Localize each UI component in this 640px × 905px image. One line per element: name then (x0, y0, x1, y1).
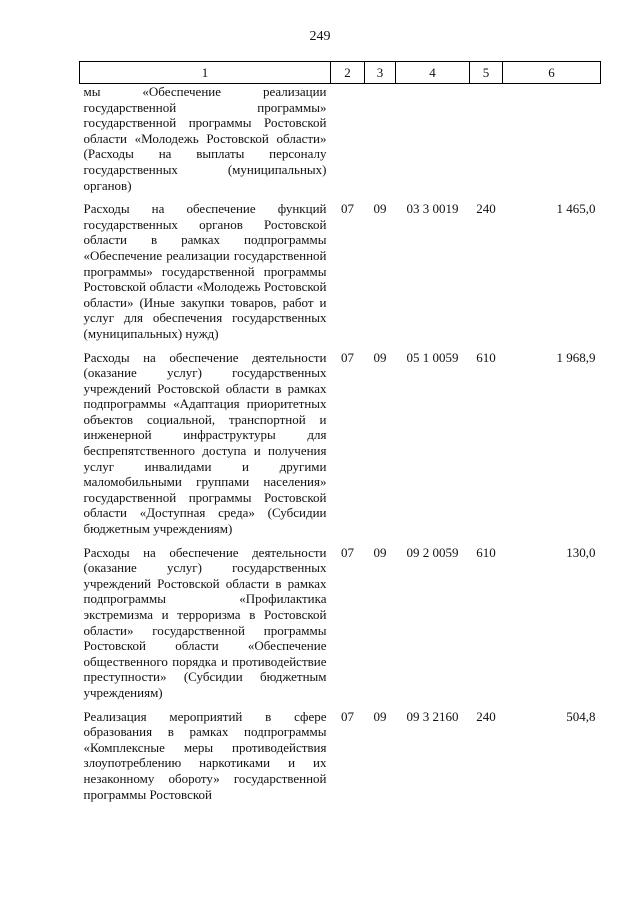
row-amount: 504,8 (566, 708, 596, 724)
table-row (80, 709, 601, 811)
row-amount: 1 968,9 (556, 349, 596, 365)
table-row (80, 201, 601, 349)
row-target-article (396, 84, 470, 202)
column-header-4: 4 (396, 62, 470, 84)
row-expense-type (470, 84, 503, 202)
column-header-6: 6 (503, 62, 601, 84)
column-header-1: 1 (80, 62, 331, 84)
page-number: 249 (309, 29, 331, 44)
row-amount: 1 465,0 (556, 201, 596, 217)
row-target-article: 09 2 0059 (406, 544, 459, 560)
row-subsection: 09 (373, 201, 387, 217)
table-row (80, 350, 601, 545)
row-amount (503, 84, 601, 202)
table-row (80, 545, 601, 709)
row-section: 07 (341, 349, 354, 365)
budget-table (79, 61, 601, 810)
column-header-2: 2 (331, 62, 365, 84)
row-subsection: 09 (373, 544, 387, 560)
row-description: Расходы на обеспечение функций государственных органов Ростовской области в рамках подпрограммы «Обеспечение реализации государственной программы» государственной программы Ростовской области «Молодежь Ростовской области» (Иные закупки товаров, работ и услуг для обеспечения государственных (муниципальных) нужд) (83, 201, 327, 341)
row-section: 07 (341, 544, 354, 560)
row-expense-type: 610 (476, 544, 496, 560)
row-expense-type: 240 (476, 708, 496, 724)
row-subsection: 09 (373, 708, 387, 724)
row-target-article: 03 3 0019 (406, 201, 459, 217)
row-target-article: 05 1 0059 (406, 349, 459, 365)
table-row (80, 84, 601, 202)
row-expense-type: 240 (476, 201, 496, 217)
row-subsection (365, 84, 396, 202)
row-section: 07 (341, 201, 354, 217)
row-expense-type: 610 (476, 349, 496, 365)
column-header-5: 5 (470, 62, 503, 84)
row-subsection: 09 (373, 349, 387, 365)
row-section (331, 84, 365, 202)
row-section: 07 (341, 708, 354, 724)
row-description: Расходы на обеспечение деятельности (оказание услуг) государственных учреждений Ростовской области в рамках подпрограммы «Профилактика экстремизма и терроризма в Ростовской области» государственной программы Ростовской области «Обеспечение общественного порядка и противодействие преступности» (Субсидии бюджетным учреждениям) (83, 544, 327, 700)
table-header-row (80, 62, 601, 84)
row-target-article: 09 3 2160 (406, 708, 459, 724)
column-header-3: 3 (365, 62, 396, 84)
row-description: мы «Обеспечение реализации государственной программы» государственной программы Ростовской области «Молодежь Ростовской области» (Расходы на выплаты персоналу государственных (муниципальных) органов) (83, 84, 327, 193)
row-amount: 130,0 (566, 544, 596, 560)
row-description: Расходы на обеспечение деятельности (оказание услуг) государственных учреждений Ростовской области в рамках подпрограммы «Адаптация приоритетных объектов социальной, транспортной и инженерной инфраструктуры для беспрепятственного доступа и получения услуг инвалидами и другими маломобильными группами населения» государственной программы Ростовской области «Доступная среда» (Субсидии бюджетным учреждениям) (83, 349, 327, 537)
row-description: Реализация мероприятий в сфере образования в рамках подпрограммы «Комплексные меры противодействия злоупотреблению наркотиками и их незаконному обороту» государственной программы Ростовской (83, 708, 327, 802)
